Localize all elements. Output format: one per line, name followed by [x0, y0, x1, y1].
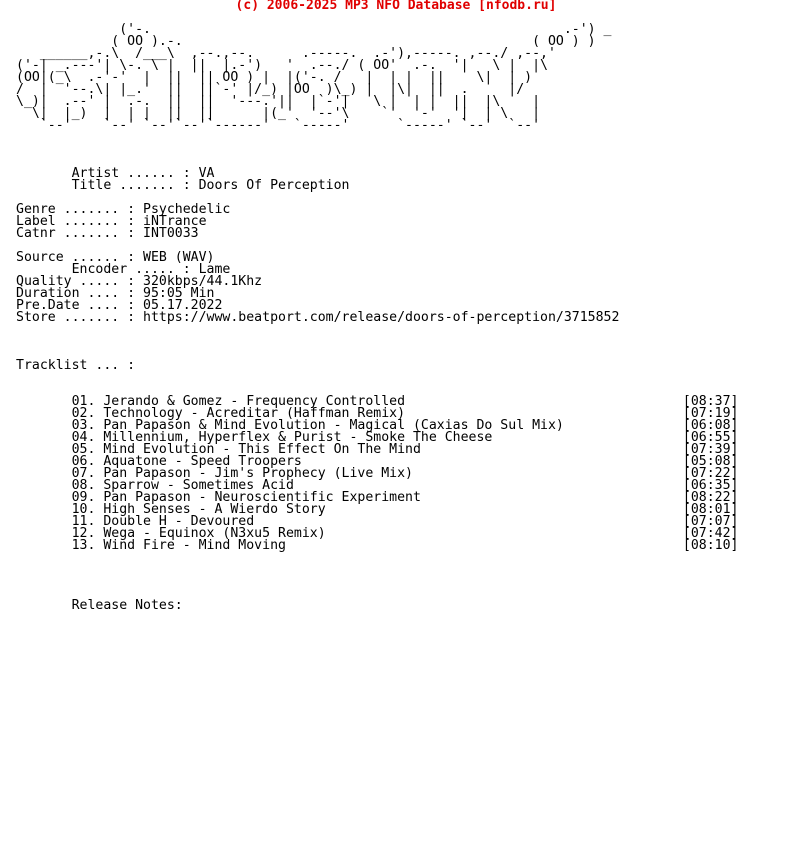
nfo-line: Catnr ....... : INT0033: [16, 226, 199, 241]
nfo-line: Tracklist ... :: [16, 358, 136, 373]
nfo-line: 10. High Senses - A Wierdo Story [08:01]: [16, 502, 739, 517]
nfo-line: Quality ..... : 320kbps/44.1Khz: [16, 274, 263, 289]
nfo-line: Label ....... : iNTrance: [16, 214, 207, 229]
nfo-line: [16, 144, 739, 156]
nfo-line: 06. Aquatone - Speed Troopers [05:08]: [16, 454, 739, 469]
nfo-line: ( OO ).-. ( OO ) ): [16, 34, 596, 49]
nfo-line: 09. Pan Papason - Neuroscientific Experiment [08:22]: [16, 490, 739, 505]
nfo-line: [16, 372, 739, 384]
nfo-line: / | '--.\| |_.' || ||`-' |/_) |OO )\_) | |\| || . |/: [16, 82, 525, 97]
nfo-line: `--' `--' `--'`--'`------' `-----' `-----' `--' `--': [16, 118, 541, 133]
nfo-line: Encoder ..... : Lame: [16, 262, 231, 277]
nfo-line: [16, 552, 739, 564]
nfo-line: Source ...... : WEB (WAV): [16, 250, 215, 265]
nfo-line: ______,-.\ /___\ ,--.,--. .-----. .-'),-----. ,--./ ,--,': [16, 46, 556, 61]
nfo-line: 13. Wind Fire - Mind Moving [08:10]: [16, 538, 739, 553]
nfo-line: Store ....... : https://www.beatport.com/release/doors-of-perception/3715852: [16, 310, 620, 325]
nfo-line: 02. Technology - Acreditar (Haffman Remix) [07:19]: [16, 406, 739, 421]
nfo-line: ('-. .-') _: [16, 22, 612, 37]
nfo-line: 12. Wega - Equinox (N3xu5 Remix) [07:42]: [16, 526, 739, 541]
nfo-line: [16, 564, 739, 576]
nfo-line: 07. Pan Papason - Jim's Prophecy (Live Mix) [07:22]: [16, 466, 739, 481]
nfo-line: \| |_) | | | || || |(_' '--'\ `' '-' '| | \ |: [16, 106, 541, 121]
site-header: (c) 2006-2025 MP3 NFO Database [nfodb.ru]: [235, 0, 557, 13]
nfo-line: 03. Pan Papason & Mind Evolution - Magical (Caxias Do Sul Mix) [06:08]: [16, 418, 739, 433]
nfo-line: [16, 132, 739, 144]
nfo-line: Genre ....... : Psychedelic: [16, 202, 231, 217]
nfo-line: Pre.Date .... : 05.17.2022: [16, 298, 223, 313]
nfo-line: Duration .... : 95:05 Min: [16, 286, 215, 301]
nfo-text: [16, 12, 739, 612]
nfo-line: Artist ...... : VA: [16, 166, 215, 181]
nfo-line: \_)| .--' | .-. || || '---.'|| |`-'| \ | | | || |\ |: [16, 94, 541, 109]
nfo-line: Title ....... : Doors Of Perception: [16, 178, 350, 193]
nfo-line: 04. Millennium, Hyperflex & Purist - Smoke The Cheese [06:55]: [16, 430, 739, 445]
nfo-line: (OO|(_\ .-'-' | || || OO ) | |('-. / | | | || \| | ): [16, 70, 533, 85]
nfo-line: Release Notes:: [16, 598, 183, 613]
nfo-line: [16, 576, 739, 588]
nfo-line: 01. Jerando & Gomez - Frequency Controlled [08:37]: [16, 394, 739, 409]
nfo-line: 08. Sparrow - Sometimes Acid [06:35]: [16, 478, 739, 493]
nfo-line: [16, 336, 739, 348]
nfo-line: [16, 324, 739, 336]
nfo-line: 11. Double H - Devoured [07:07]: [16, 514, 739, 529]
nfo-line: ('-| _.---'| \-. \ | || |.-') ' .--./ ( OO' .-. '| \ | |\: [16, 58, 548, 73]
nfo-line: 05. Mind Evolution - This Effect On The Mind [07:39]: [16, 442, 739, 457]
